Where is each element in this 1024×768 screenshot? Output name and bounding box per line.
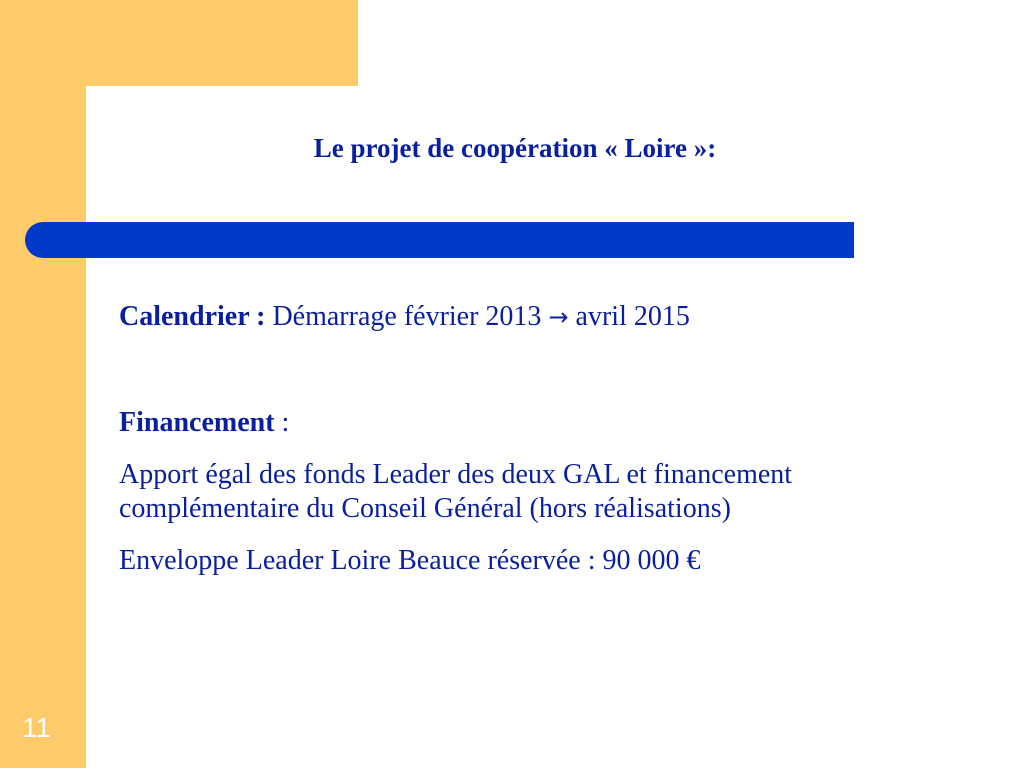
- financement-heading: [119, 406, 959, 440]
- arrow-right-icon: →: [548, 303, 569, 331]
- financement-apport: Apport égal des fonds Leader des deux GAL et financement complémentaire du Conseil Général (hors réalisations): [119, 459, 793, 524]
- slide-body: [119, 300, 959, 578]
- slide-number: 11: [22, 712, 52, 743]
- slide-title: Le projet de coopération « Loire »:: [313, 133, 717, 163]
- title-underline-bar: [25, 222, 854, 258]
- calendrier-label: Calendrier :: [119, 301, 266, 332]
- calendrier-line: [119, 300, 959, 334]
- accent-band-left: [0, 0, 86, 768]
- calendrier-end: avril 2015: [575, 301, 690, 332]
- financement-label: Financement: [119, 407, 275, 438]
- accent-band-top: [0, 0, 358, 86]
- financement-enveloppe: Enveloppe Leader Loire Beauce réservée : 90 000 €: [119, 545, 701, 576]
- calendrier-start: Démarrage février 2013: [272, 301, 542, 332]
- financement-label-suffix: :: [274, 407, 290, 438]
